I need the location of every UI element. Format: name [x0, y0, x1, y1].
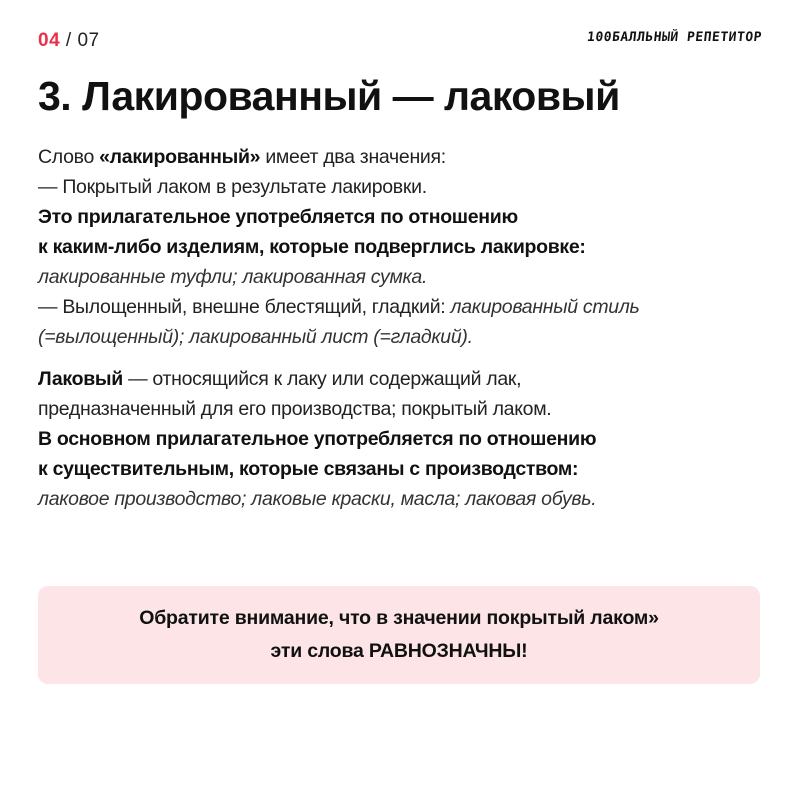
section2-line2: предназначенный для его производства; покрытый лаком.: [38, 398, 552, 420]
note-box: [38, 586, 760, 684]
brand-logo: 100БАЛЛЬНЫЙ РЕПЕТИТОР: [586, 30, 763, 45]
text: имеет два значения:: [260, 146, 446, 168]
section2-line1: [38, 364, 770, 394]
text: — относящийся к лаку или содержащий лак,: [122, 368, 522, 390]
example: лакированный стиль: [450, 296, 640, 318]
page-title: 3. Лакированный — лаковый: [38, 73, 620, 119]
emphasis: РАВНОЗНАЧНЫ!: [368, 640, 528, 662]
section1-example2: (=вылощенный); лакированный лист (=гладкий).: [38, 326, 473, 348]
spacer: [38, 352, 770, 364]
page-separator: /: [65, 30, 72, 51]
section2-line3: В основном прилагательное употребляется по отношению: [38, 428, 597, 450]
page-counter: [38, 30, 100, 52]
section1-example1: лакированные туфли; лакированная сумка.: [38, 266, 428, 288]
section2-line4: к существительным, которые связаны с производством:: [38, 458, 579, 480]
content: [38, 142, 770, 514]
section2-example: лаковое производство; лаковые краски, масла; лаковая обувь.: [38, 488, 597, 510]
section1-line4: к каким-либо изделиям, которые подверглись лакировке:: [38, 236, 586, 258]
section1-line1: [38, 142, 770, 172]
note-line1: Обратите внимание, что в значении покрытый лаком»: [139, 607, 659, 629]
text: — Вылощенный, внешне блестящий, гладкий:: [38, 296, 451, 318]
section1-line3: Это прилагательное употребляется по отношению: [38, 206, 518, 228]
page-current: 04: [38, 30, 61, 51]
text: Слово: [38, 146, 100, 168]
page-total: 07: [77, 30, 100, 51]
note-line2: [271, 635, 528, 668]
section1-line6: [38, 292, 770, 322]
top-bar: [38, 28, 762, 52]
text: эти слова: [270, 640, 369, 662]
section1-line2: — Покрытый лаком в результате лакировки.: [38, 176, 427, 198]
term-lakovy: Лаковый: [38, 368, 123, 390]
term-lakirovanny: «лакированный»: [99, 146, 261, 168]
